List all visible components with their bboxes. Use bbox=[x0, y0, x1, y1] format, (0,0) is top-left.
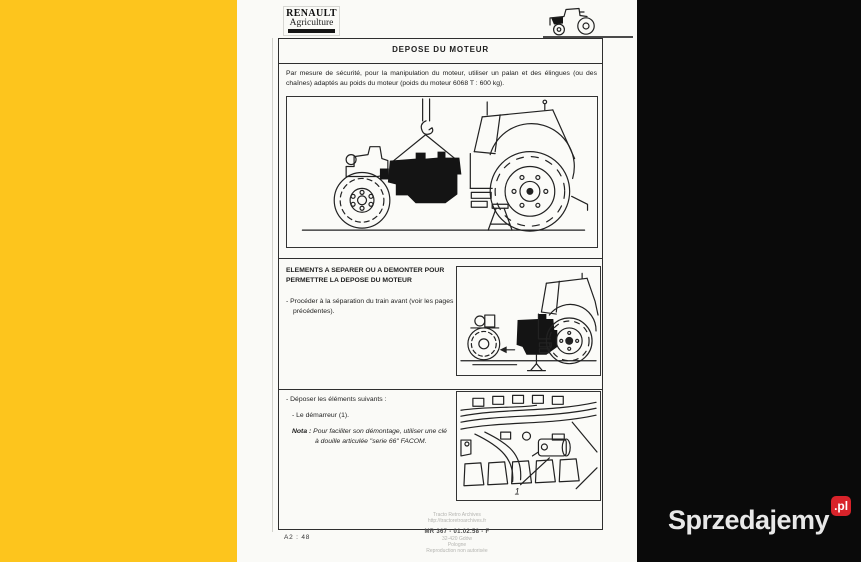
list-item-deposer: - Déposer les éléments suivants : bbox=[286, 396, 387, 403]
nota-note bbox=[292, 427, 452, 446]
nota-text: Pour faciliter son démontage, utiliser une clé à douille articulée "serie 66" FACOM. bbox=[313, 428, 447, 445]
watermark-line-postcode: 32-420 Gdów bbox=[441, 536, 473, 542]
watermark-line-url: http://tractoretroarchives.fr bbox=[427, 518, 487, 524]
brand-underline-bar bbox=[288, 29, 335, 33]
section-heading-elements: ELEMENTS A SEPARER OU A DEMONTER POUR PERMETTRE LA DEPOSE DU MOTEUR bbox=[286, 267, 445, 284]
watermark-line-notice: Reproduction non autorisée bbox=[426, 548, 488, 554]
callout-label-1: 1 bbox=[514, 486, 520, 497]
page-title: DEPOSE DU MOTEUR bbox=[392, 45, 489, 54]
list-item-train-avant: - Procéder à la séparation du train avant (voir les pages précédentes). bbox=[286, 298, 454, 315]
list-item-demarreur: - Le démarreur (1). bbox=[292, 412, 350, 419]
section-divider-1 bbox=[279, 258, 602, 259]
nota-label: Nota : bbox=[292, 428, 312, 435]
brand-division: Agriculture bbox=[289, 18, 334, 28]
sprzedajemy-wordmark: Sprzedajemy bbox=[668, 505, 830, 535]
figure-engine-removal bbox=[286, 96, 598, 248]
figure-front-axle-separation bbox=[456, 266, 601, 376]
tractor-side-engine-icon bbox=[546, 3, 598, 36]
yellow-band bbox=[0, 0, 237, 562]
brand-logo bbox=[283, 6, 340, 36]
section-divider-2 bbox=[279, 389, 602, 390]
content-frame bbox=[278, 38, 603, 530]
sprzedajemy-tld-badge: .pl bbox=[831, 496, 851, 516]
footer-doc-ref: MR 367 - 01.02.58 - F bbox=[424, 529, 490, 535]
intro-paragraph: Par mesure de sécurité, pour la manipulation du moteur, utiliser un palan et des élingues (ou des chaînes) adaptés au poids du moteur (poids du moteur 6068 T : 600 kg). bbox=[286, 70, 597, 87]
watermark-line-archives: Tracto Retro Archives bbox=[433, 512, 481, 518]
watermark-line-country: Pologne bbox=[447, 542, 467, 548]
figure-starter-location bbox=[456, 391, 601, 501]
brand-name: RENAULT bbox=[286, 8, 337, 19]
sprzedajemy-logo bbox=[668, 499, 851, 536]
title-divider bbox=[279, 63, 602, 64]
black-side-panel bbox=[637, 0, 861, 562]
scan-page-edge bbox=[272, 38, 273, 532]
footer-page-ref: A2 : 48 bbox=[284, 534, 311, 541]
archive-watermark-stamp bbox=[377, 512, 537, 554]
manual-page bbox=[237, 0, 637, 562]
